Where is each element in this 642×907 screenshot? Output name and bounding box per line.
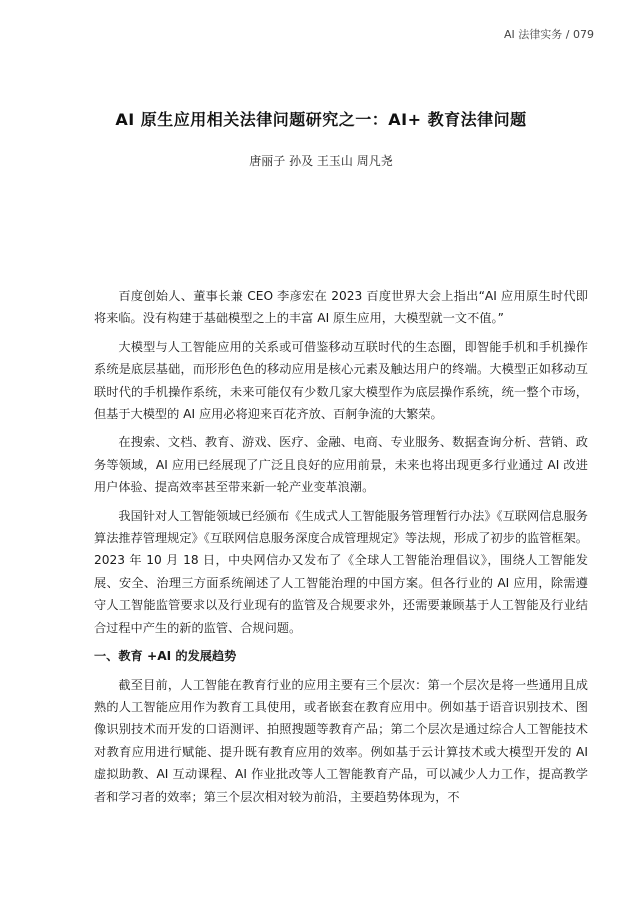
section-heading: 一、教育 +AI 的发展趋势	[94, 649, 237, 664]
article-title: AI 原生应用相关法律问题研究之一：AI+ 教育法律问题	[115, 110, 527, 129]
paragraph-model-ecosystem: 大模型与人工智能应用的关系或可借鉴移动互联时代的生态圈，即智能手机和手机操作系统是底层基础，而形形色色的移动应用是核心元素及触达用户的终端。大模型正如移动互联时代的手机操作系统，未来可能仅有少数几家大模型作为底层操作系统，统一整个市场，但基于大模型的 AI 应用必将迎来百花齐放、百舸争流的大繁荣。	[94, 339, 588, 422]
paragraph-application-fields: 在搜索、文档、教育、游戏、医疗、金融、电商、专业服务、数据查询分析、营销、政务等领域，AI 应用已经展现了广泛且良好的应用前景，未来也将出现更多行业通过 AI 改进用户体验、提高效率甚至带来新一轮产业变革浪潮。	[94, 435, 588, 495]
paragraph-education-levels: 截至目前，人工智能在教育行业的应用主要有三个层次：第一个层次是将一些通用且成熟的人工智能应用作为教育工具使用，或者嵌套在教育应用中。例如基于语音识别技术、图像识别技术而开发的口语测评、拍照搜题等教育产品；第二个层次是通过综合人工智能技术对教育应用进行赋能、提升既有教育应用的效率。例如基于云计算技术或大模型开发的 AI 虚拟助教、AI 互动课程、AI 作业批改等人工智能教育产品，可以减少人力工作，提高教学者和学习者的效率；第三个层次相对较为前沿，主要趋势体现为，不	[94, 677, 588, 804]
article-body	[94, 285, 588, 814]
paragraph-intro-quote: 百度创始人、董事长兼 CEO 李彦宏在 2023 百度世界大会上指出“AI 应用原生时代即将来临。没有构建于基础模型之上的丰富 AI 原生应用，大模型就一文不值。”	[94, 289, 588, 326]
paragraph-regulation: 我国针对人工智能领域已经颁布《生成式人工智能服务管理暂行办法》《互联网信息服务算法推荐管理规定》《互联网信息服务深度合成管理规定》等法规，形成了初步的监管框架。2023 年 10 月 18 日，中央网信办又发布了《全球人工智能治理倡议》，围绕人工智能发展、安全、治理三方面系统阐述了人工智能治理的中国方案。但各行业的 AI 应用，除需遵守人工智能监管要求以及行业现有的监管及合规要求外，还需要兼顾基于人工智能及行业结合过程中产生的新的监管、合规问题。	[94, 508, 588, 635]
article-authors: 唐丽子 孙及 王玉山 周凡尧	[249, 154, 393, 168]
running-header: AI 法律实务 / 079	[504, 28, 594, 41]
